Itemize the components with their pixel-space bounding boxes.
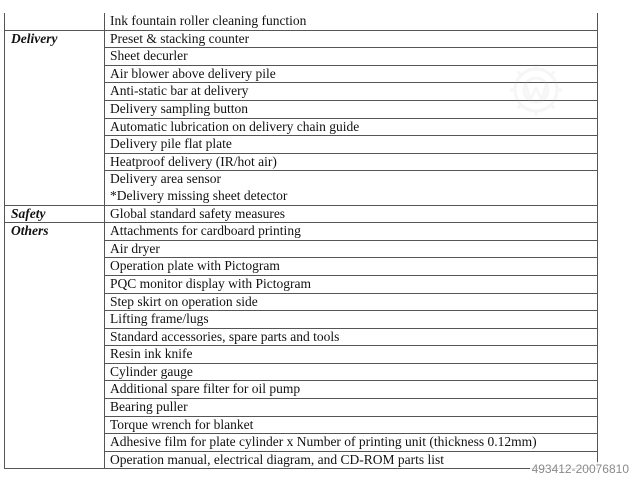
item-cell: Operation manual, electrical diagram, and CD-ROM parts list	[105, 451, 598, 469]
item-cell: Delivery area sensor *Delivery missing sheet detector	[105, 171, 598, 205]
item-cell: Air blower above delivery pile	[105, 65, 598, 83]
item-cell: Anti-static bar at delivery	[105, 83, 598, 101]
item-cell: Lifting frame/lugs	[105, 311, 598, 329]
item-cell: Bearing puller	[105, 399, 598, 417]
item-cell: Sheet decurler	[105, 48, 598, 66]
category-cell: Safety	[5, 205, 105, 223]
item-cell: Adhesive film for plate cylinder x Number of printing unit (thickness 0.12mm)	[105, 434, 598, 452]
item-cell: Air dryer	[105, 240, 598, 258]
table-row	[5, 223, 598, 241]
item-cell: PQC monitor display with Pictogram	[105, 275, 598, 293]
item-cell: Attachments for cardboard printing	[105, 223, 598, 241]
category-cell	[5, 13, 105, 30]
item-cell: Standard accessories, spare parts and tools	[105, 328, 598, 346]
item-cell: Operation plate with Pictogram	[105, 258, 598, 276]
table-row	[5, 30, 598, 48]
item-cell: Preset & stacking counter	[105, 30, 598, 48]
item-cell: Torque wrench for blanket	[105, 416, 598, 434]
item-cell: Ink fountain roller cleaning function	[105, 13, 598, 30]
gear-logo-icon	[506, 60, 566, 120]
category-cell: Others	[5, 223, 105, 469]
table-row	[5, 205, 598, 223]
item-cell: Heatproof delivery (IR/hot air)	[105, 153, 598, 171]
item-cell: Delivery sampling button	[105, 100, 598, 118]
table-row	[5, 13, 598, 30]
item-cell: Global standard safety measures	[105, 205, 598, 223]
item-cell: Cylinder gauge	[105, 363, 598, 381]
item-cell: Step skirt on operation side	[105, 293, 598, 311]
item-cell: Additional spare filter for oil pump	[105, 381, 598, 399]
item-cell: Automatic lubrication on delivery chain guide	[105, 118, 598, 136]
reference-code: 493412-20076810	[531, 462, 629, 476]
item-cell: Delivery pile flat plate	[105, 136, 598, 154]
item-cell: Resin ink knife	[105, 346, 598, 364]
category-cell: Delivery	[5, 30, 105, 205]
